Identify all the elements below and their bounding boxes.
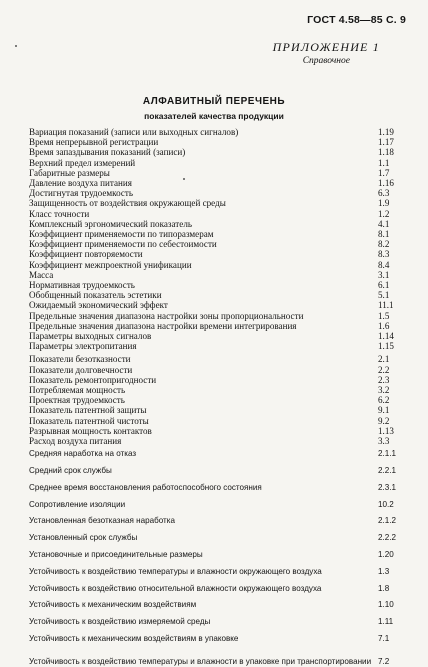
index-entry [29, 188, 404, 198]
list-title: АЛФАВИТНЫЙ ПЕРЕЧЕНЬ [142, 96, 286, 107]
entry-text: Коэффициент повторяемости [29, 249, 143, 260]
index-entry [29, 631, 404, 648]
index-entry [29, 300, 404, 310]
index-entry [29, 365, 404, 375]
entry-text: Устойчивость к механическим воздействиям [29, 600, 197, 610]
index-entry [29, 147, 404, 157]
entry-clause-number: 11.1 [378, 300, 394, 311]
entry-clause-number: 1.16 [378, 178, 394, 189]
entry-clause-number: 1.19 [378, 127, 394, 137]
index-entry [29, 239, 404, 249]
entry-clause-number: 1.7 [378, 167, 390, 178]
index-entry [29, 280, 404, 290]
entry-clause-number: 8.1 [378, 229, 390, 240]
index-entry [29, 446, 404, 463]
index-entry [29, 581, 404, 598]
entry-text: Коэффициент применяемости по типоразмерам [29, 229, 214, 240]
entry-clause-number: 7.2 [378, 656, 390, 666]
index-entry [29, 219, 404, 229]
index-entry [29, 229, 404, 239]
entry-text: Установочные и присоединительные размеры [29, 550, 203, 560]
index-entry [29, 405, 404, 415]
entry-clause-number: 2.3.1 [378, 482, 397, 492]
entry-text: Масса [29, 269, 54, 280]
index-entry [29, 249, 404, 259]
entry-text: Показатели долговечности [29, 364, 133, 375]
entry-clause-number: 1.1 [378, 157, 390, 168]
entry-clause-number: 3.1 [378, 269, 390, 280]
entry-text: Параметры выходных сигналов [29, 331, 152, 342]
index-entry [29, 648, 404, 667]
index-entry [29, 260, 404, 270]
index-entries [29, 127, 404, 667]
entry-clause-number: 1.9 [378, 198, 390, 209]
index-entry [29, 426, 404, 436]
index-entry [29, 416, 404, 426]
entry-text: Среднее время восстановления работоспособного состояния [29, 482, 262, 492]
entry-clause-number: 4.1 [378, 218, 390, 229]
entry-text: Защищенность от воздействия окружающей среды [29, 198, 226, 209]
list-subtitle: показателей качества продукции [144, 111, 284, 121]
entry-text: Верхний предел измерений [29, 157, 136, 168]
entry-text: Расход воздуха питания [29, 436, 122, 447]
entry-clause-number: 10.2 [378, 499, 394, 509]
index-entry [29, 137, 404, 147]
entry-clause-number: 1.17 [378, 137, 394, 148]
index-entry [29, 354, 404, 364]
entry-text: Показатель патентной защиты [29, 405, 147, 416]
entry-text: Ожидаемый экономический эффект [29, 300, 168, 311]
index-entry [29, 178, 404, 188]
entry-clause-number: 2.2.1 [378, 466, 397, 476]
entry-clause-number: 1.13 [378, 425, 394, 436]
entry-clause-number: 1.8 [378, 583, 390, 593]
entry-text: Предельные значения диапазона настройки времени интегрирования [29, 320, 297, 331]
index-entry [29, 290, 404, 300]
entry-text: Установленный срок службы [29, 533, 138, 543]
index-entry [29, 385, 404, 395]
index-entry [29, 614, 404, 631]
entry-clause-number: 1.3 [378, 566, 390, 576]
entry-text: Давление воздуха питания [29, 178, 132, 189]
index-entry [29, 436, 404, 446]
entry-text: Устойчивость к воздействию относительной влажности окружающего воздуха [29, 583, 322, 593]
index-entry [29, 597, 404, 614]
index-entry [29, 168, 404, 178]
entry-clause-number: 1.2 [378, 208, 390, 219]
entry-clause-number: 8.3 [378, 249, 390, 260]
entry-clause-number: 2.2 [378, 364, 390, 375]
entry-clause-number: 2.1.1 [378, 449, 397, 459]
index-entry [29, 395, 404, 405]
index-entry [29, 463, 404, 480]
entry-text: Устойчивость к воздействию температуры и влажности окружающего воздуха [29, 566, 322, 576]
entry-text: Габаритные размеры [29, 167, 110, 178]
entry-text: Время запаздывания показаний (записи) [29, 147, 186, 158]
entry-clause-number: 3.2 [378, 385, 390, 396]
entry-clause-number: 3.3 [378, 436, 390, 447]
index-entry [29, 321, 404, 331]
entry-text: Разрывная мощность контактов [29, 425, 152, 436]
index-entry [29, 158, 404, 168]
appendix-title: ПРИЛОЖЕНИЕ 1 [272, 40, 380, 54]
entry-text: Обобщенный показатель эстетики [29, 290, 162, 301]
entry-text: Устойчивость к воздействию измеряемой среды [29, 617, 211, 627]
entry-text: Проектная трудоемкость [29, 395, 125, 406]
entry-text: Сопротивление изоляции [29, 499, 126, 509]
index-entry [29, 480, 404, 497]
entry-clause-number: 9.1 [378, 405, 390, 416]
entry-text: Комплексный эргономический показатель [29, 218, 193, 229]
appendix-subtitle: Справочное [302, 56, 350, 66]
entry-clause-number: 2.3 [378, 374, 390, 385]
entry-clause-number: 6.3 [378, 188, 390, 199]
entry-text: Класс точности [29, 208, 90, 219]
index-entry [29, 497, 404, 514]
entry-clause-number: 1.5 [378, 310, 390, 321]
entry-text: Устойчивость к механическим воздействиям в упаковке [29, 634, 239, 644]
entry-text: Средняя наработка на отказ [29, 449, 137, 459]
entry-text: Достигнутая трудоемкость [29, 188, 134, 199]
index-entry [29, 530, 404, 547]
entry-text: Средний срок службы [29, 466, 112, 476]
index-entry [29, 341, 404, 351]
entry-clause-number: 8.4 [378, 259, 390, 270]
entry-clause-number: 1.10 [378, 600, 394, 610]
index-entry [29, 547, 404, 564]
speck-mark [15, 45, 17, 47]
index-entry [29, 198, 404, 208]
index-entry [29, 270, 404, 280]
entry-text: Потребляемая мощность [29, 385, 126, 396]
index-entry [29, 127, 404, 137]
entry-clause-number: 9.2 [378, 415, 390, 426]
entry-text: Время непрерывной регистрации [29, 137, 159, 148]
entry-clause-number: 2.1.2 [378, 516, 397, 526]
index-entry [29, 564, 404, 581]
entry-text: Показатели безотказности [29, 354, 131, 365]
index-entry [29, 209, 404, 219]
index-entry [29, 331, 404, 341]
entry-text: Коэффициент применяемости по себестоимости [29, 239, 217, 250]
index-entry [29, 311, 404, 321]
entry-clause-number: 1.6 [378, 320, 390, 331]
entry-clause-number: 1.18 [378, 147, 394, 158]
entry-clause-number: 1.11 [378, 617, 394, 627]
entry-clause-number: 6.2 [378, 395, 390, 406]
entry-clause-number: 1.15 [378, 341, 394, 352]
entry-clause-number: 8.2 [378, 239, 390, 250]
entry-text: Коэффициент межпроектной унификации [29, 259, 192, 270]
entry-clause-number: 1.14 [378, 331, 394, 342]
entry-clause-number: 2.2.2 [378, 533, 397, 543]
page-header: ГОСТ 4.58—85 С. 9 [307, 14, 406, 26]
entry-text: Параметры электропитания [29, 341, 137, 352]
entry-clause-number: 6.1 [378, 280, 390, 291]
entry-text: Предельные значения диапазона настройки зоны пропорциональности [29, 310, 304, 321]
entry-text: Нормативная трудоемкость [29, 280, 135, 291]
index-entry [29, 513, 404, 530]
entry-clause-number: 1.20 [378, 550, 394, 560]
entry-clause-number: 5.1 [378, 290, 390, 301]
entry-text: Вариация показаний (записи или выходных сигналов) [29, 127, 239, 137]
entry-clause-number: 7.1 [378, 634, 390, 644]
entry-text: Установленная безотказная наработка [29, 516, 175, 526]
entry-text: Показатель патентной чистоты [29, 415, 149, 426]
entry-text: Показатель ремонтопригодности [29, 374, 157, 385]
entry-text: Устойчивость к воздействию температуры и влажности в упаковке при транспортировании [29, 656, 372, 666]
index-entry [29, 375, 404, 385]
entry-clause-number: 2.1 [378, 354, 390, 365]
